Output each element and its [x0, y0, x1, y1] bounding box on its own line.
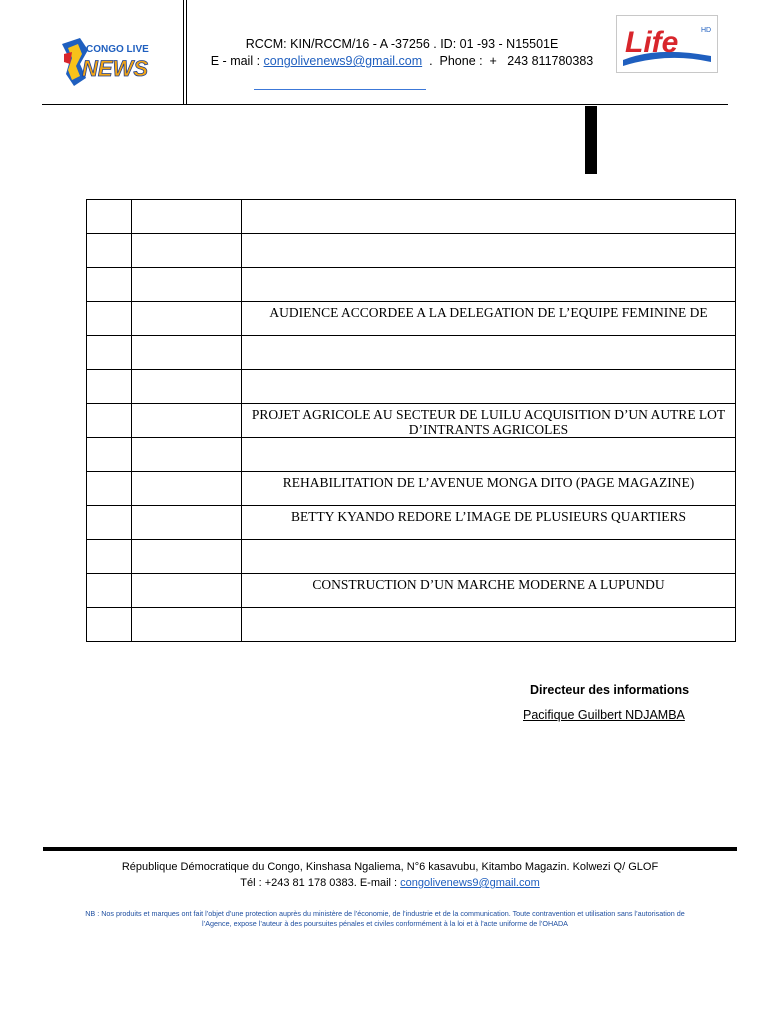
rccm-line: RCCM: KIN/RCCM/16 - A -37256 . ID: 01 -93 - N15501E	[245, 37, 559, 51]
phone-text: . Phone : + 243 811780383	[422, 54, 594, 68]
row-date-cell	[132, 438, 242, 472]
row-title	[242, 336, 735, 339]
row-number-cell	[87, 540, 132, 574]
table-row	[87, 268, 736, 302]
footer-contact	[43, 877, 737, 889]
row-date-cell	[132, 506, 242, 540]
email-link[interactable]: congolivenews9@gmail.com	[263, 54, 423, 68]
row-date-cell	[132, 234, 242, 268]
row-date-cell	[132, 608, 242, 642]
footer-email-link[interactable]: congolivenews9@gmail.com	[400, 877, 540, 889]
svg-text:Life: Life	[625, 26, 679, 59]
header-rule	[42, 104, 728, 105]
row-title	[242, 370, 735, 373]
table-row	[87, 404, 736, 438]
table-row	[87, 302, 736, 336]
table-row	[87, 506, 736, 540]
footer-address: République Démocratique du Congo, Kinshasa Ngaliema, N°6 kasavubu, Kitambo Magazin. Kolwezi Q/ GLOF	[121, 861, 659, 873]
table-row	[87, 608, 736, 642]
row-number-cell	[87, 234, 132, 268]
svg-text:NEWS: NEWS	[82, 56, 148, 81]
row-number-cell	[87, 506, 132, 540]
table-row	[87, 540, 736, 574]
row-title-cell	[242, 200, 736, 234]
row-title-cell	[242, 540, 736, 574]
footer-contact-prefix: Tél : +243 81 178 0383. E-mail :	[240, 877, 401, 889]
table-row	[87, 234, 736, 268]
congo-live-news-logo	[58, 34, 150, 90]
row-title-cell	[242, 336, 736, 370]
row-title	[242, 268, 735, 271]
row-number-cell	[87, 302, 132, 336]
row-number-cell	[87, 336, 132, 370]
row-number-cell	[87, 438, 132, 472]
row-title-cell	[242, 574, 736, 608]
row-title: PROJET AGRICOLE AU SECTEUR DE LUILU ACQUISITION D’UN AUTRE LOT D’INTRANTS AGRICOLES	[251, 407, 726, 437]
row-number-cell	[87, 268, 132, 302]
contact-line	[187, 54, 617, 68]
header-divider-left-inner	[186, 0, 187, 104]
row-title	[242, 200, 735, 203]
table-row	[87, 574, 736, 608]
table-row	[87, 438, 736, 472]
row-date-cell	[132, 268, 242, 302]
row-title-cell	[242, 234, 736, 268]
row-title-cell	[242, 370, 736, 404]
row-title: CONSTRUCTION D’UN MARCHE MODERNE A LUPUNDU	[312, 577, 665, 592]
row-number-cell	[87, 608, 132, 642]
black-marker-bar	[585, 106, 597, 174]
table-row	[87, 370, 736, 404]
row-date-cell	[132, 404, 242, 438]
row-title	[242, 438, 735, 441]
footer-legal-notice: NB : Nos produits et marques ont fait l’objet d’une protection auprès du ministère de l’économie, de l’industrie et de la communication. Toute contravention et utilisation sans l’autorisation de l’Agence, expose l’auteur à des poursuites pénales et civiles conformément à la loi et à l’acte uniforme de l’OHADA	[85, 909, 685, 928]
row-number-cell	[87, 472, 132, 506]
row-number-cell	[87, 404, 132, 438]
row-date-cell	[132, 200, 242, 234]
row-date-cell	[132, 336, 242, 370]
table-row	[87, 472, 736, 506]
articles-table	[86, 199, 736, 642]
row-date-cell	[132, 302, 242, 336]
row-title-cell	[242, 268, 736, 302]
row-title	[242, 234, 735, 237]
row-title-cell	[242, 472, 736, 506]
row-title: REHABILITATION DE L’AVENUE MONGA DITO (PAGE MAGAZINE)	[282, 475, 695, 490]
row-title-cell	[242, 506, 736, 540]
header-blue-underline	[254, 89, 426, 90]
row-title	[242, 540, 735, 543]
signature-name: Pacifique Guilbert NDJAMBA	[523, 708, 685, 722]
footer-rule	[43, 847, 737, 851]
header-divider-left	[183, 0, 184, 104]
row-date-cell	[132, 472, 242, 506]
row-date-cell	[132, 370, 242, 404]
svg-text:HD: HD	[701, 27, 712, 34]
table-row	[87, 336, 736, 370]
row-title-cell	[242, 302, 736, 336]
svg-text:CONGO LIVE: CONGO LIVE	[86, 44, 149, 55]
row-title	[242, 608, 735, 611]
row-date-cell	[132, 540, 242, 574]
row-title-cell	[242, 608, 736, 642]
row-number-cell	[87, 574, 132, 608]
row-date-cell	[132, 574, 242, 608]
row-title: AUDIENCE ACCORDEE A LA DELEGATION DE L’EQUIPE FEMININE DE	[269, 305, 708, 320]
row-title: BETTY KYANDO REDORE L’IMAGE DE PLUSIEURS QUARTIERS	[291, 509, 686, 524]
row-title-cell	[242, 438, 736, 472]
row-title-cell	[242, 404, 736, 438]
signature-title: Directeur des informations	[530, 683, 690, 697]
email-label: E - mail :	[210, 54, 264, 68]
row-number-cell	[87, 200, 132, 234]
life-hd-logo	[616, 15, 718, 73]
row-number-cell	[87, 370, 132, 404]
table-row	[87, 200, 736, 234]
